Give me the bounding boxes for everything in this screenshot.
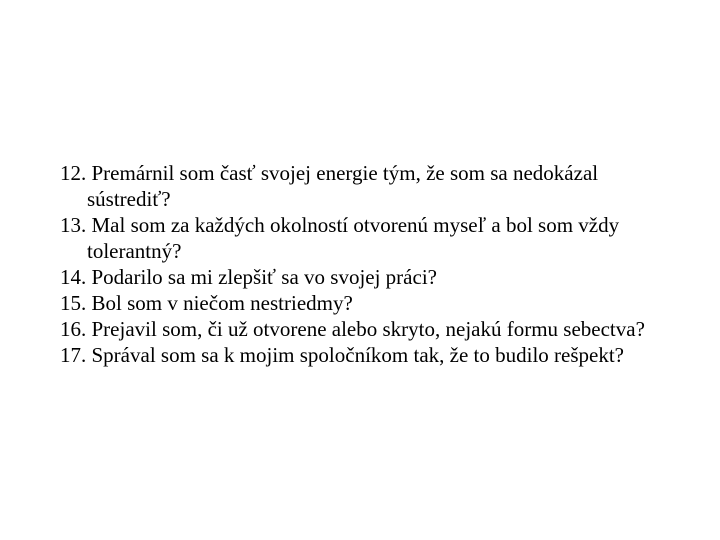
question-item: 14. Podarilo sa mi zlepšiť sa vo svojej práci? (60, 265, 437, 289)
question-item: 17. Správal som sa k mojim spoločníkom tak, že to budilo rešpekt? (60, 343, 624, 367)
question-list (60, 160, 660, 368)
question-item: 13. Mal som za každých okolností otvorenú myseľ a bol som vždy tolerantný? (60, 213, 620, 263)
question-item: 16. Prejavil som, či už otvorene alebo skryto, nejakú formu sebectva? (60, 317, 645, 341)
question-item: 12. Premárnil som časť svojej energie tým, že som sa nedokázal sústrediť? (60, 161, 599, 211)
question-item: 15. Bol som v niečom nestriedmy? (60, 291, 353, 315)
